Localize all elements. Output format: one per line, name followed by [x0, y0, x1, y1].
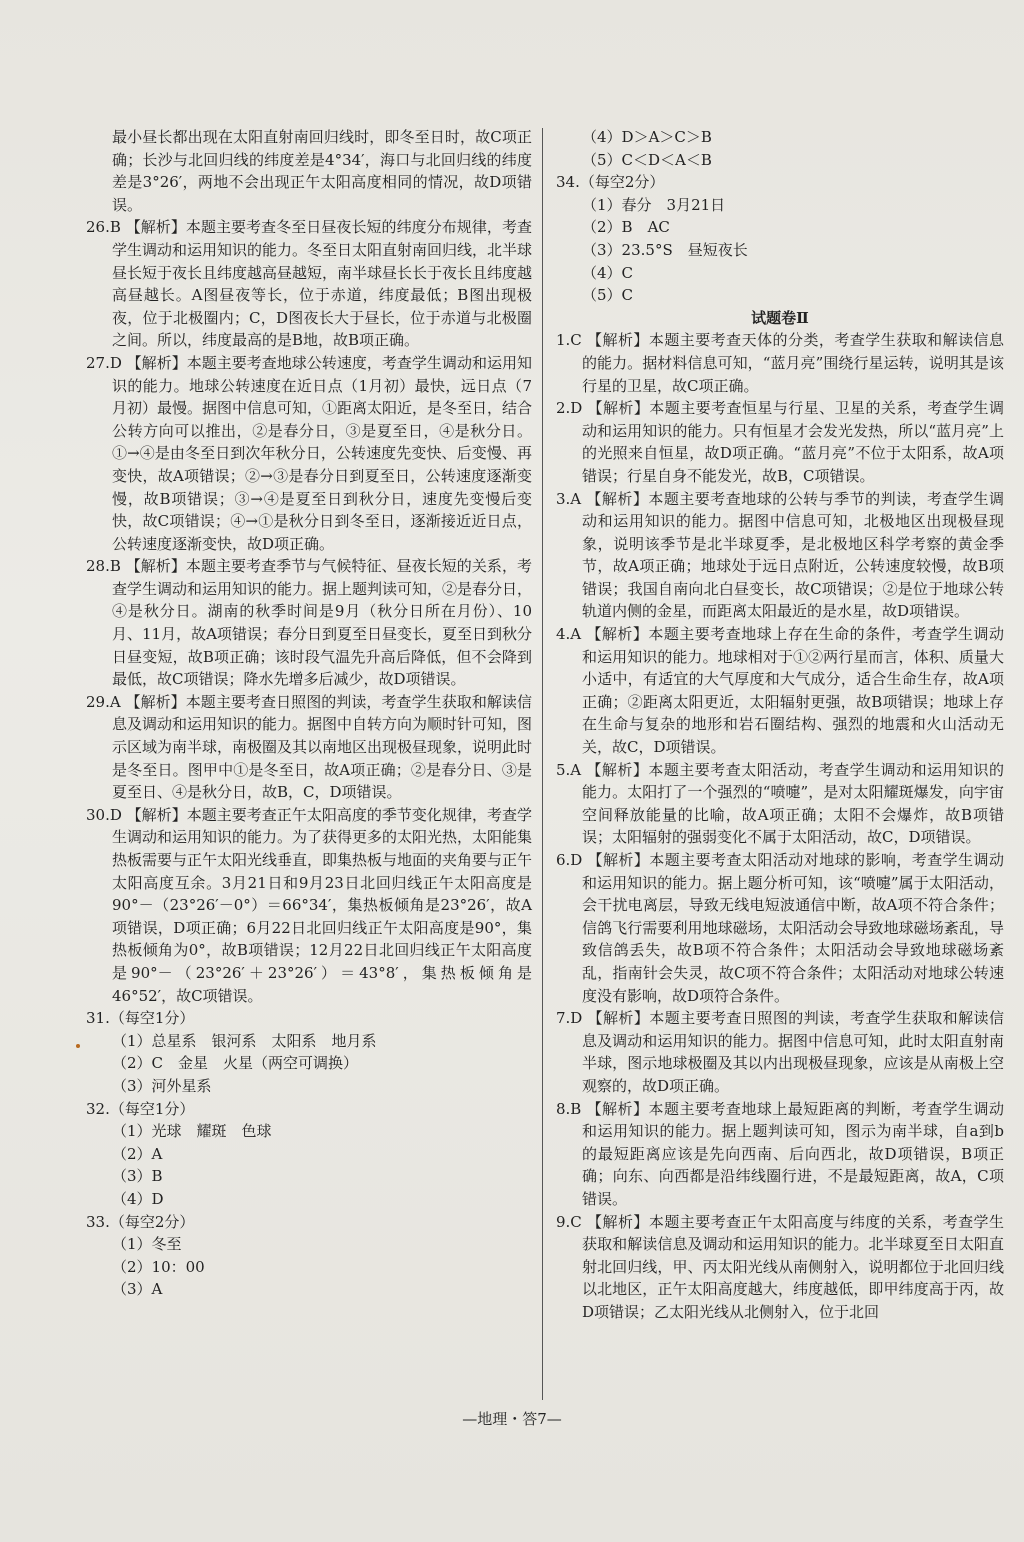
answer-line: （2）C 金星 火星（两空可调换）	[112, 1054, 359, 1073]
answer-item: 32.（每空1分）	[86, 1099, 195, 1118]
answer-item: 8.B 【解析】本题主要考查地球上最短距离的判断，考查学生调动和运用知识的能力。据上题判读可知，图示为南半球，自a到b的最短距离应该是先向西南、后向西北，故D项错误，B项正确；向东、向西都是沿纬线圈行进，不是最短距离，故A，C项错误。	[556, 1099, 1004, 1208]
answer-line: （5）C	[582, 286, 634, 305]
answer-item: 33.（每空2分）	[86, 1212, 195, 1231]
answer-line: （4）C	[582, 263, 634, 282]
answer-item: 3.A 【解析】本题主要考查地球的公转与季节的判读，考查学生调动和运用知识的能力。据图中信息可知，北极地区出现极昼现象，说明该季节是北半球夏季，是北极地区科学考察的黄金季节，故A项正确；地球处于远日点附近，公转速度较慢，故B项错误；我国自南向北白昼变长，故C项错误；②是位于地球公转轨道内侧的金星，而距离太阳最近的是水星，故D项错误。	[556, 489, 1004, 621]
answer-line: （3）B	[112, 1167, 163, 1186]
answer-line: （4）D	[112, 1189, 164, 1208]
answer-item: 30.D 【解析】本题主要考查正午太阳高度的季节变化规律，考查学生调动和运用知识的能力。为了获得更多的太阳光热，太阳能集热板需要与正午太阳光线垂直，即集热板与地面的夹角要与正午太阳高度互余。3月21日和9月23日北回归线正午太阳高度是90°－（23°26′－0°）＝66°34′，集热板倾角是23°26′，故A项错误，D项正确；6月22日北回归线正午太阳高度是90°，集热板倾角为0°，故B项错误；12月22日北回归线正午太阳高度是90°－（23°26′＋23°26′）＝43°8′，集热板倾角是46°52′，故C项错误。	[86, 805, 533, 1005]
section-title: 试题卷Ⅱ	[751, 308, 809, 327]
answer-line: （4）D＞A＞C＞B	[582, 128, 712, 146]
answer-line: （2）B AC	[582, 218, 670, 237]
answer-item: 34.（每空2分）	[556, 173, 665, 192]
answer-item: 9.C 【解析】本题主要考查正午太阳高度与纬度的关系，考查学生获取和解读信息及调动和运用知识的能力。北半球夏至日太阳直射北回归线，甲、丙太阳光线从南侧射入，说明都位于北回归线以北地区，正午太阳高度越大，纬度越低，即甲纬度高于丙，故D项错误；乙太阳光线从北侧射入，位于北回	[556, 1212, 1004, 1321]
answer-item: 6.D 【解析】本题主要考查太阳活动对地球的影响，考查学生调动和运用知识的能力。据上题分析可知，该“喷嚏”属于太阳活动，会干扰电离层，导致无线电短波通信中断，故A项不符合条件；信鸽飞行需要利用地球磁场，太阳活动会导致地球磁场紊乱，导致信鸽丢失，故B项不符合条件；太阳活动会导致地球磁场紊乱，指南针会失灵，故C项不符合条件；太阳活动对地球公转速度没有影响，故D项符合条件。	[556, 851, 1004, 1005]
answer-line: （1）光球 耀斑 色球	[112, 1122, 272, 1141]
left-column	[86, 126, 532, 1301]
answer-line: （2）A	[112, 1144, 163, 1163]
answer-line: （1）冬至	[112, 1235, 182, 1254]
answer-item: 26.B 【解析】本题主要考查冬至日昼夜长短的纬度分布规律，考查学生调动和运用知识的能力。冬至日太阳直射南回归线，北半球昼长短于夜长且纬度越高昼越短，南半球昼长长于夜长且纬度越高昼越长。A图昼夜等长，位于赤道，纬度最低；B图出现极夜，位于北极圈内；C，D图夜长大于昼长，位于赤道与北极圈之间。所以，纬度最高的是B地，故B项正确。	[86, 218, 533, 350]
column-divider	[542, 128, 543, 1400]
answer-item: 7.D 【解析】本题主要考查日照图的判读，考查学生获取和解读信息及调动和运用知识的能力。据图中信息可知，此时太阳直射南半球，图示地球极圈及其以内出现极昼现象，应该是从南极上空观察的，故D项正确。	[556, 1009, 1004, 1095]
answer-line: （3）A	[112, 1280, 163, 1299]
answer-line: （1）春分 3月21日	[582, 195, 726, 214]
answer-item: 5.A 【解析】本题主要考查太阳活动，考查学生调动和运用知识的能力。太阳打了一个强烈的“喷嚏”，是对太阳耀斑爆发，向宇宙空间释放能量的比喻，故A项正确；太阳不会爆炸，故B项错误；太阳辐射的强弱变化不属于太阳活动，故C，D项错误。	[556, 760, 1004, 847]
answer-item: 1.C 【解析】本题主要考查天体的分类，考查学生获取和解读信息的能力。据材料信息可知，“蓝月亮”围绕行星运转，说明其是该行星的卫星，故C项正确。	[556, 331, 1004, 395]
answer-item: 28.B 【解析】本题主要考查季节与气候特征、昼夜长短的关系，考查学生调动和运用知识的能力。据上题判读可知，②是春分日，④是秋分日。湖南的秋季时间是9月（秋分日所在月份）、10月、11月，故A项错误；春分日到夏至日昼变长，夏至日到秋分日昼变短，故B项正确；该时段气温先升高后降低，但不会降到最低，故C项错误；降水先增多后减少，故D项错误。	[86, 557, 533, 689]
answer-line: （2）10：00	[112, 1257, 205, 1276]
right-column	[556, 126, 1004, 1323]
answer-line: （3）23.5°S 昼短夜长	[582, 240, 748, 259]
answer-line: 最小昼长都出现在太阳直射南回归线时，即冬至日时，故C项正确；长沙与北回归线的纬度差是4°34′，海口与北回归线的纬度差是3°26′，两地不会出现正午太阳高度相同的情况，故D项错误。	[112, 128, 532, 214]
answer-item: 2.D 【解析】本题主要考查恒星与行星、卫星的关系，考查学生调动和运用知识的能力。只有恒星才会发光发热，所以“蓝月亮”上的光照来自恒星，故D项正确。“蓝月亮”不位于太阳系，故A项错误；行星自身不能发光，故B，C项错误。	[556, 399, 1004, 485]
answer-line: （1）总星系 银河系 太阳系 地月系	[112, 1031, 377, 1050]
answer-item: 29.A 【解析】本题主要考查日照图的判读，考查学生获取和解读信息及调动和运用知识的能力。据图中自转方向为顺时针可知，图示区域为南半球，南极圈及其以南地区出现极昼现象，说明此时是冬至日。图甲中①是冬至日，故A项正确；②是春分日、③是夏至日、④是秋分日，故B，C，D项错误。	[86, 692, 533, 802]
answer-item: 4.A 【解析】本题主要考查地球上存在生命的条件，考查学生调动和运用知识的能力。地球相对于①②两行星而言，体积、质量大小适中，有适宜的大气厚度和大气成分，适合生命生存，故A项正确；②距离太阳更近，太阳辐射更强，故B项错误；地球上存在生命与复杂的地形和岩石圈结构、强烈的地震和火山活动无关，故C，D项错误。	[556, 625, 1004, 757]
ink-speck	[76, 1044, 80, 1048]
page-footer: —地理・答7—	[462, 1410, 562, 1428]
answer-line: （3）河外星系	[112, 1076, 212, 1095]
answer-item: 31.（每空1分）	[86, 1009, 195, 1028]
answer-item: 27.D 【解析】本题主要考查地球公转速度，考查学生调动和运用知识的能力。地球公转速度在近日点（1月初）最快，远日点（7月初）最慢。据图中信息可知，①距离太阳近，是冬至日，结合公转方向可以推出，②是春分日，③是夏至日，④是秋分日。①→④是由冬至日到次年秋分日，公转速度先变快、后变慢、再变快，故A项错误；②→③是春分日到夏至日，公转速度逐渐变慢，故B项错误；③→④是夏至日到秋分日，速度先变慢后变快，故C项错误；④→①是秋分日到冬至日，逐渐接近近日点，公转速度逐渐变快，故D项正确。	[86, 353, 533, 553]
answer-line: （5）C＜D＜A＜B	[582, 150, 712, 169]
